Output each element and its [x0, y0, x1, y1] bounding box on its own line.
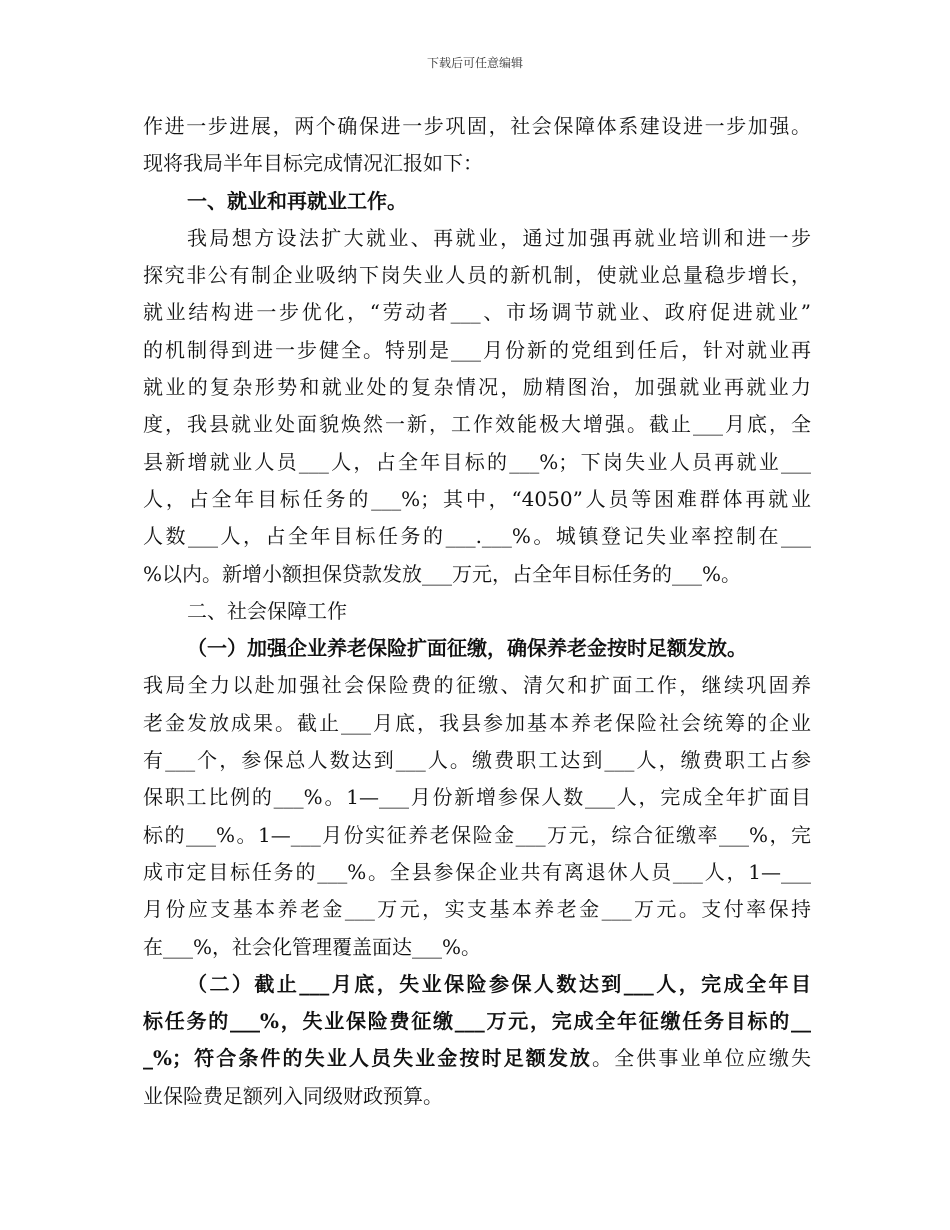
- text-line: 标的___%。1—___月份实征养老保险金___万元，综合征缴率___%，完: [143, 822, 811, 847]
- text-line: 二、社会保障工作: [187, 598, 347, 623]
- text-line: 县新增就业人员___人，占全年目标的___%；下岗失业人员再就业___: [143, 449, 811, 474]
- text-line: 成市定目标任务的___%。全县参保企业共有离退休人员___人，1—___: [143, 859, 811, 884]
- text-line: 探究非公有制企业吸纳下岗失业人员的新机制，使就业总量稳步增长，: [143, 263, 811, 288]
- text-line: 业保险费足额列入同级财政预算。: [143, 1083, 443, 1108]
- text-line: 度，我县就业处面貌焕然一新，工作效能极大增强。截止___月底，全: [143, 412, 811, 437]
- text-line: 现将我局半年目标完成情况汇报如下：: [143, 151, 483, 176]
- text-line: （一）加强企业养老保险扩面征缴，确保养老金按时足额发放。: [187, 636, 747, 661]
- text-line: 我局全力以赴加强社会保险费的征缴、清欠和扩面工作，继续巩固养: [143, 673, 811, 698]
- document-body: [143, 108, 811, 1115]
- text-line: 就业的复杂形势和就业处的复杂情况，励精图治，加强就业再就业力: [143, 375, 811, 400]
- text-line: （二）截止___月底，失业保险参保人数达到___人，完成全年目: [187, 971, 811, 996]
- text-line: 老金发放成果。截止___月底，我县参加基本养老保险社会统筹的企业: [143, 710, 811, 735]
- normal-segment: 。全供事业单位应缴失: [592, 1046, 811, 1071]
- text-line: 作进一步进展，两个确保进一步巩固，社会保障体系建设进一步加强。: [143, 114, 811, 138]
- text-line: 就业结构进一步优化，“劳动者___、市场调节就业、政府促进就业”: [143, 300, 811, 325]
- bold-segment: _%；符合条件的失业人员失业金按时足额发放: [143, 1046, 593, 1071]
- text-line: 我局想方设法扩大就业、再就业，通过加强再就业培训和进一步: [187, 225, 811, 250]
- text-line: %以内。新增小额担保贷款发放___万元，占全年目标任务的___%。: [143, 561, 742, 586]
- text-line: 的机制得到进一步健全。特别是___月份新的党组到任后，针对就业再: [143, 337, 811, 362]
- text-line: 人数___人，占全年目标任务的___.___%。城镇登记失业率控制在___: [143, 524, 811, 549]
- text-line: 在___%，社会化管理覆盖面达___%。: [143, 934, 482, 959]
- text-line: 有___个，参保总人数达到___人。缴费职工达到___人，缴费职工占参: [143, 748, 811, 773]
- text-line: 标任务的___%，失业保险费征缴___万元，完成全年征缴任务目标的__: [143, 1009, 811, 1034]
- text-line: [143, 1040, 811, 1077]
- text-line: 一、就业和再就业工作。: [187, 188, 407, 213]
- text-line: 人，占全年目标任务的___%；其中，“4050”人员等困难群体再就业: [143, 486, 811, 511]
- page-header: 下载后可任意编辑: [426, 56, 523, 70]
- text-line: 月份应支基本养老金___万元，实支基本养老金___万元。支付率保持: [143, 897, 811, 922]
- text-line: 保职工比例的___%。1—___月份新增参保人数___人，完成全年扩面目: [143, 785, 811, 810]
